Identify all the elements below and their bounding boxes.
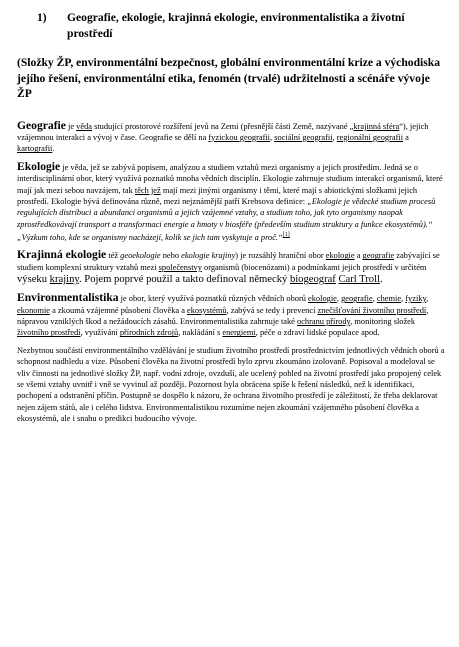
link-ekonomie[interactable]: ekonomie bbox=[17, 305, 51, 315]
footnote-ref[interactable]: [1] bbox=[282, 232, 290, 239]
link-geografie-2[interactable]: geografie bbox=[341, 294, 373, 304]
krebs-quote: „Ekologie je vědecké studium procesů regulujících distribuci a abundanci organismů a jejich vzájemné vztahy, a studium toho, jak tyto organismy naopak zprostředkovávají transport a transformaci energie a hmoty v biosféře (především studium struktury a funkce ekosystémů).“ „Výzkum toho, kde se organismy nacházejí, kolik se jich tam vyskytuje a proč.“ bbox=[17, 196, 436, 242]
paragraph-krajinna-ekologie: Krajinná ekologie též geoekologie nebo ekologie krajiny) je rozsáhlý hraniční obor ekologie a geografie zabývající se studiem komplexní struktury vztahů mezi společenstvy organismů (biocenózami) a podmínkami jejich prostředí v určitém výseku krajiny. Pojem poprvé použil a takto definoval německý biogeograf Carl Troll. bbox=[17, 248, 440, 286]
link-chemie[interactable]: chemie bbox=[376, 294, 402, 304]
term-ekologie: Ekologie bbox=[17, 159, 61, 173]
section-number: 1) bbox=[37, 11, 47, 24]
link-regionalni-geografie[interactable]: regionální geografii bbox=[336, 132, 404, 142]
link-tech-jez[interactable]: těch jež bbox=[134, 185, 161, 195]
link-geografie[interactable]: geografie bbox=[362, 251, 395, 261]
term-krajinna-ekologie: Krajinná ekologie bbox=[17, 248, 107, 262]
paragraph-ekologie: Ekologie je věda, jež se zabývá popisem, analýzou a studiem vztahů mezi organismy a jejich prostředím. Jedná se o interdisciplinární obor, který využívá poznatků mnoha vědních disciplín. Ekologie zahrnuje studium interakcí organismů, které mají jak mezi sebou navzájem, tak těch jež mají mezi jinými organismy i těmi, které mají s abiotickými složkami jejich prostředí. Ekologie bývá definována různě, mezi nejznámější patří Krebsova definice: „Ekologie je vědecké studium procesů regulujících distribuci a abundanci organismů a jejich vzájemné vztahy, a studium toho, jak tyto organismy naopak zprostředkovávají transport a transformaci energie a hmoty v biosféře (především studium struktury a funkce ekosystémů).“ „Výzkum toho, kde se organismy nacházejí, kolik se jich tam vyskytuje a proč.“[1] bbox=[17, 159, 443, 242]
link-ekosystemu[interactable]: ekosystémů bbox=[187, 305, 227, 315]
link-fyzicka-geografie[interactable]: fyzickou geografii bbox=[208, 132, 271, 142]
link-ochrana-prirody[interactable]: ochranu přírody bbox=[297, 316, 351, 326]
section-title: Geografie, ekologie, krajinná ekologie, environmentalistika a životní prostředí bbox=[67, 11, 405, 40]
link-znecistovani[interactable]: znečišťování životního prostředí bbox=[317, 305, 427, 315]
link-carl-troll[interactable]: Carl Troll bbox=[338, 274, 380, 286]
link-energiemi[interactable]: energiemi bbox=[222, 328, 256, 338]
paragraph-environmentalistika: Environmentalistika je obor, který využívá poznatků různých vědních oborů ekologie, geografie, chemie, fyziky, ekonomie a zkoumá vzájemné působení člověka a ekosystémů, zabývá se tedy i prevencí znečišťování životního prostředí, nápravou vzniklých škod a nežádoucích zásahů. Environmentalistika zahrnuje také ochranu přírody, monitoring složek životního prostředí, využívání přírodních zdrojů, nakládání s energiemi, péče o zdraví lidské populace apod. bbox=[17, 291, 429, 338]
link-biogeograf[interactable]: biogeograf bbox=[289, 274, 336, 286]
link-spolecenstvy[interactable]: společenstvy bbox=[158, 262, 202, 272]
link-krajiny[interactable]: krajiny bbox=[49, 274, 79, 286]
section-heading bbox=[17, 10, 445, 41]
link-kartografie[interactable]: kartografii bbox=[17, 144, 53, 154]
link-krajinna-sfera[interactable]: krajinná sféra bbox=[353, 121, 400, 131]
paragraph-final: Nezbytnou součástí environmentálního vzdělávání je studium životního prostředí prostřednictvím jednotlivých vědních oborů a schopnost nadhledu a vize. Působení člověka na životní prostředí bylo zprvu zkoumáno izolovaně. Popisoval a modeloval se vliv činnosti na jednotlivé složky ŽP, např. vodní zdroje, ovzduší, ale ucelený pohled na životní prostředí jako propojený celek se všemi vztahy uvnitř i vně se vyvinul až později. Pozornost byla obrácena spíše k řešení následků, než k identifikaci, pochopení a odstranění příčin. Postupně se dospělo k názoru, že ochrana životního prostředí je záležitostí, že třeba deklarovat nejen zájem států, ale i celého lidstva. Environmentalistikou rozumíme nejen zkoumání vzájemného působení člověka a ekosystémů, ale i snahu o predikci budoucího vývoje. bbox=[17, 345, 445, 424]
link-socialni-geografie[interactable]: sociální geografii bbox=[274, 132, 333, 142]
link-ekologie-2[interactable]: ekologie bbox=[308, 294, 337, 304]
link-prirodnich-zdroju[interactable]: přírodních zdrojů bbox=[119, 328, 179, 338]
link-ekologie[interactable]: ekologie bbox=[325, 251, 355, 261]
term-environmentalistika: Environmentalistika bbox=[17, 291, 119, 305]
link-fyziky[interactable]: fyziky bbox=[405, 294, 427, 304]
paragraph-geografie: Geografie je věda studující prostorové rozšíření jevů na Zemi (přesnější části Země, nazývané „krajinná sféra“), jejich vzájemnou interakci a vývoj v čase. Geografie se dělí na fyzickou geografii, sociální geografii, regionální geografii a kartografii. bbox=[17, 118, 429, 154]
link-zivotniho-prostredi[interactable]: životního prostředí bbox=[17, 328, 81, 338]
term-geografie: Geografie bbox=[17, 118, 66, 132]
link-veda[interactable]: věda bbox=[76, 121, 92, 131]
section-subtitle: (Složky ŽP, environmentální bezpečnost, globální environmentální krize a východiska jejího řešení, environmentální etika, fenomén (trvalé) udržitelnosti a scénáře vývoje ŽP bbox=[17, 56, 440, 100]
